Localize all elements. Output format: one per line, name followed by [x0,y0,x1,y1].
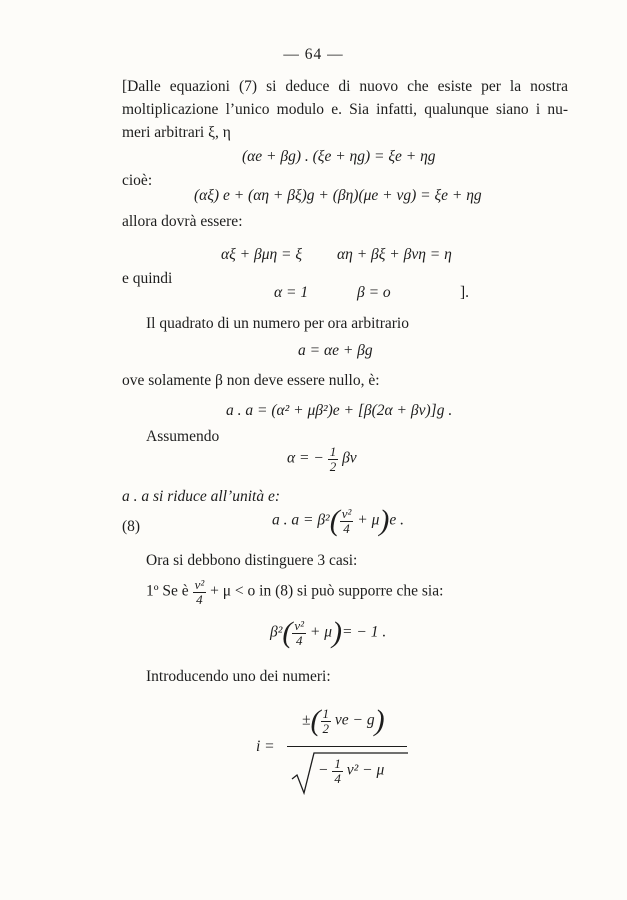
right-paren-icon: ) [332,616,343,649]
fraction-numerator: ν² [194,577,205,592]
fraction-nu2-over-4 [340,507,354,535]
equation-8-lhs: a . a = β² [272,511,330,529]
fraction-one-half [328,445,339,473]
equation-10-nu: νe − g [334,711,375,729]
caso-1-start: 1º Se è [146,582,189,600]
equation-3a: αξ + βμη = ξ [221,246,303,263]
equation-7 [287,445,357,473]
paragraph-line-2: moltiplicazione l’unico modulo e. Sia infatti, qualunque siano i nu- [122,101,568,118]
equation-4a: α = 1 [274,284,309,301]
fraction-numerator: ν² [341,505,352,521]
fraction-numerator: 1 [334,756,341,771]
fraction-one-quarter [332,757,343,785]
fraction-denominator: 4 [334,770,341,786]
fraction-nu2-over-4 [193,578,207,606]
left-paren-icon: ( [282,616,293,649]
equation-3b: αη + βξ + βνη = η [337,246,452,263]
left-paren-icon: ( [310,704,321,737]
text-assumendo: Assumendo [146,428,220,445]
equation-1: (αe + βg) . (ξe + ηg) = ξe + ηg [242,148,436,165]
text-introducendo: Introducendo uno dei numeri: [146,668,331,685]
caso-1 [146,578,443,606]
equation-7-lhs: α = − [287,449,324,467]
equation-9-end: = − 1 . [342,623,387,641]
equation-10-numerator [302,706,385,736]
radicand-rest: ν² − μ [346,761,385,779]
fraction-denominator: 4 [196,591,203,607]
text-e-quindi: e quindi [122,270,173,287]
equation-4b: β = o [357,284,391,301]
equation-8 [272,506,404,536]
page-number: — 64 — [283,46,344,63]
equation-10-radicand [318,757,384,785]
fraction-denominator: 4 [295,632,303,648]
caso-1-rest: + μ < o in (8) si può supporre che sia: [210,582,444,600]
equation-9-beta: β² [270,623,283,641]
right-paren-icon: ) [379,504,390,537]
plus-minus: ± [302,711,311,729]
equation-5: a = αe + βg [298,342,373,359]
equation-4c: ]. [460,284,470,301]
left-paren-icon: ( [329,504,340,537]
fraction-nu2-over-4 [292,619,306,647]
equation-8-end: e . [389,511,405,529]
text-cioe: cioè: [122,172,153,189]
fraction-numerator: 1 [329,444,337,459]
paragraph-quadrato: Il quadrato di un numero per ora arbitrario [146,315,409,332]
fraction-numerator: ν² [294,617,305,633]
fraction-denominator: 4 [343,520,350,536]
right-paren-icon: ) [374,704,385,737]
equation-8-label: (8) [122,518,141,535]
equation-8-mu: + μ [357,511,380,529]
text-ove: ove solamente β non deve essere nullo, è: [122,372,380,389]
paragraph-line-1: [Dalle equazioni (7) si deduce di nuovo che esiste per la nostra [122,78,568,95]
equation-9-mu: + μ [309,623,333,641]
text-aa-riduce: a . a si riduce all’unità e: [122,488,280,505]
fraction-denominator: 2 [329,458,337,474]
fraction-denominator: 2 [322,720,330,736]
fraction-bar [287,746,407,747]
equation-6: a . a = (α² + μβ²)e + [β(2α + βν)]g . [226,402,453,419]
equation-9 [270,618,386,648]
fraction-one-half [321,707,332,735]
equation-7-rhs: βν [342,449,357,467]
paragraph-line-3: meri arbitrari ξ, η [122,124,231,141]
text-casi: Ora si debbono distinguere 3 casi: [146,552,358,569]
text-allora: allora dovrà essere: [122,213,243,230]
equation-10-lhs: i = [256,738,275,755]
equation-2: (αξ) e + (αη + βξ)g + (βη)(μe + νg) = ξe + ηg [194,187,482,204]
radicand-minus: − [318,761,329,779]
fraction-numerator: 1 [322,705,330,721]
